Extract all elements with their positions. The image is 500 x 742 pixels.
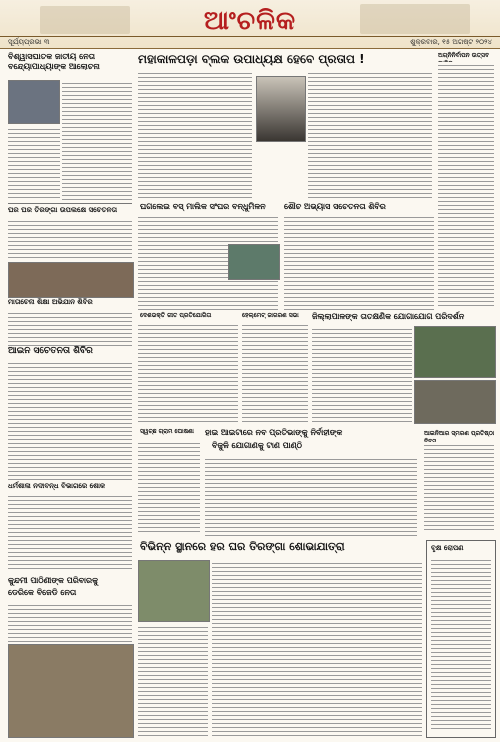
temple-illustration-right	[360, 4, 470, 34]
headline-1: ବିଶ୍ୱାସଘାତକ ଜାତୀୟ ନେତା	[8, 52, 95, 61]
right1-headline: ଅଗ୍ନିନିର୍ବାପନ ଉତ୍ସବ	[438, 52, 490, 59]
article-text	[8, 218, 132, 260]
lead-headline: ମହାକାଳପଡ଼ା ବ୍ଲକ ଉପାଧ୍ୟକ୍ଷ ହେବେ ପ୍ରତାପ !	[138, 52, 365, 66]
headline-7: କୁନ୍ଦମୀ ପାଠିଣୀଙ୍କ ପରିବାରକୁ	[8, 576, 99, 585]
news-photo	[414, 380, 496, 424]
article-text	[242, 322, 308, 422]
article-text	[308, 70, 432, 198]
masthead-rule	[0, 36, 500, 37]
news-photo	[8, 262, 134, 298]
right2-headline: ଆଇନିଆର ସ୍ମରଣ ପ୍ରତିଷ୍ଠା	[424, 430, 495, 437]
bottom-headline: ବିଭିନ୍ନ ସ୍ଥାନରେ ହର ଘର ତିରଙ୍ଗା ଶୋଭାଯାତ୍ରା	[140, 540, 345, 553]
district-headline: ଜିଲ୍ଲାପାଳଙ୍କ ତାତକ୍ଷଣିକ ଯୋଗାଯୋଗ ପରିଦର୍ଶନ	[312, 312, 465, 321]
temple-illustration-left	[40, 6, 130, 34]
article-text	[424, 442, 494, 532]
article-text	[284, 214, 434, 310]
divider	[8, 203, 132, 204]
article-text	[8, 493, 132, 571]
center-headline-2: ବିଜୁଳି ଯୋଗାଣକୁ ଟାଣ ପାଣ୍ଠି	[212, 441, 302, 450]
headline-5: ଧର୍ମଶାଳା ନଦୀବନ୍ଧ ବିଭାଗରେ ଶୋକ	[8, 482, 106, 490]
article-text	[138, 624, 208, 738]
article-text	[8, 360, 132, 480]
article-text	[8, 310, 132, 346]
article-text	[62, 80, 132, 200]
headline-4: ଆଇନ ସଚେତନତା ଶିବିର	[8, 346, 93, 356]
news-photo	[8, 80, 60, 124]
news-photo	[138, 560, 210, 622]
article-text	[8, 126, 60, 200]
article-text	[8, 602, 132, 642]
center-headline: ହାଇ ଆଇଟାରେ ନବ ପ୍ରତିଭାଙ୍କୁ ନିର୍ବାହୀଙ୍କ	[205, 428, 343, 437]
news-photo	[414, 326, 496, 378]
masthead	[0, 0, 500, 49]
bus-headline: ଘଗଲେଇ ବସ୍ ମାଲିକ ସଂଘର ବନ୍ଧୁମିଳନ	[140, 202, 266, 211]
article-text	[138, 70, 252, 198]
article-text	[438, 62, 494, 308]
date-label: ଶୁକ୍ରବାର, ୧୫ ଅଗଷ୍ଟ ୨୦୨୪	[410, 38, 492, 46]
headline-7b: ଡେରିକେ ବିଜେଡି ନେତା	[8, 588, 77, 597]
headline-2: ଘର ଘର ତିରଙ୍ଗା ଉପଲକ୍ଷେ ସଚେତନତା	[8, 206, 118, 214]
tree-planting-box	[426, 540, 496, 738]
article-text	[138, 440, 200, 532]
section-title: ଆଂଚଳିକ	[203, 6, 297, 36]
headline-3: ମାତାଚେନା ଶିକ୍ଷା ଅଭିଯାନ ଶିବିର	[8, 298, 93, 306]
article-text	[212, 560, 422, 738]
mid2-headline: ହେଲ୍ମେଟ୍ ଜାଗରଣ ସଭା	[242, 312, 299, 319]
edition-label: ସୂର୍ଯ୍ୟପ୍ରଭା ୩	[8, 38, 50, 46]
br-headline: ବୃକ୍ଷ ରୋପଣ	[431, 544, 464, 552]
article-text	[138, 322, 238, 422]
news-photo	[8, 644, 134, 738]
headline-6: ସ୍ୱଚ୍ଛ ଗ୍ରାମ ଘୋଷଣା	[140, 428, 194, 435]
camp-headline: ଶୌଚ ଅଭ୍ୟାସ ସଚେତନତା ଶିବିର	[284, 202, 386, 211]
portrait-photo	[256, 76, 306, 142]
article-text	[431, 557, 491, 731]
headline-1b: ବନ୍ଦ୍ୟୋପାଧ୍ୟାଙ୍କ ଆଲୋଚନା	[8, 62, 100, 71]
news-photo	[228, 244, 280, 280]
article-text	[312, 326, 412, 422]
mid1-headline: ଦେଶଭକ୍ତି ଗୀତ ପ୍ରତିଯୋଗିତା	[140, 312, 212, 319]
article-text	[205, 456, 417, 536]
